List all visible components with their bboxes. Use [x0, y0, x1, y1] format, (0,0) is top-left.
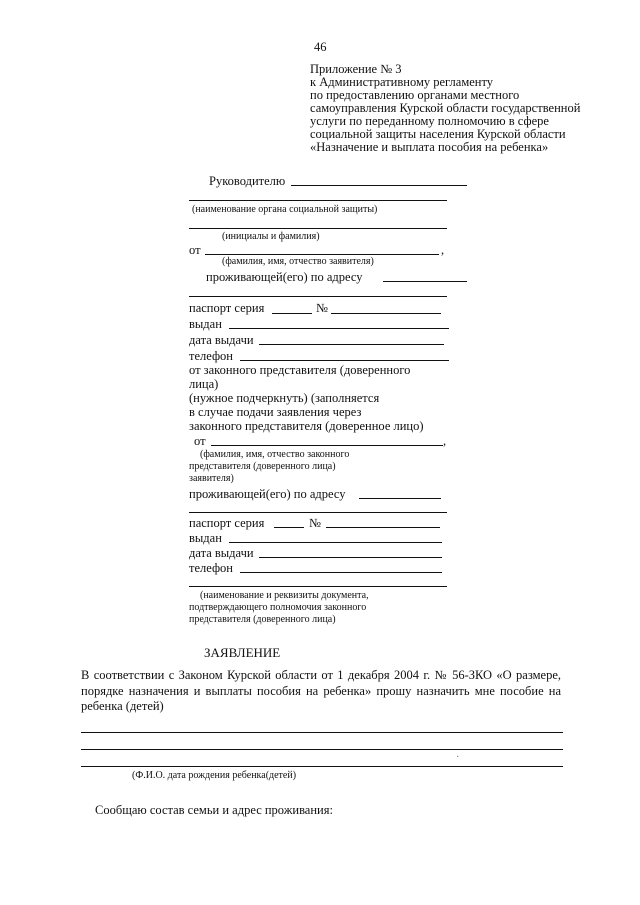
representative-line: (нужное подчеркнуть) (заполняется	[189, 391, 380, 405]
page-number: 46	[314, 40, 327, 54]
rep-passport-label: паспорт серия	[189, 516, 265, 530]
number-label: №	[316, 301, 328, 315]
rep-doc-hint: (наименование и реквизиты документа,	[200, 590, 369, 601]
rep-issued-label: выдан	[189, 531, 222, 545]
rep-passport-number-blank	[326, 527, 440, 528]
rep-comma: ,	[443, 434, 447, 448]
statement-title: ЗАЯВЛЕНИЕ	[204, 645, 281, 660]
applicant-hint: (фамилия, имя, отчество заявителя)	[222, 256, 374, 267]
org-blank	[189, 200, 447, 201]
phone-label: телефон	[189, 349, 233, 363]
address-blank	[383, 281, 467, 282]
children-blank-2	[81, 749, 563, 750]
rep-name-hint: представителя (доверенного лица)	[189, 461, 336, 472]
applicant-blank	[205, 254, 439, 255]
rep-phone-label: телефон	[189, 561, 233, 575]
rep-name-hint: заявителя)	[189, 473, 234, 484]
address-blank-2	[189, 296, 447, 297]
rep-number-label: №	[309, 516, 321, 530]
appendix-line: «Назначение и выплата пособия на ребенка»	[310, 140, 549, 154]
passport-number-blank	[331, 313, 441, 314]
initials-hint: (инициалы и фамилия)	[222, 231, 320, 242]
issue-date-label: дата выдачи	[189, 333, 254, 347]
rep-doc-hint: представителя (доверенного лица)	[189, 614, 336, 625]
rep-address-blank-2	[189, 512, 447, 513]
representative-line: лица)	[189, 377, 219, 391]
rep-name-hint: (фамилия, имя, отчество законного	[200, 449, 350, 460]
rep-phone-blank	[240, 572, 442, 573]
rep-passport-series-blank	[274, 527, 304, 528]
residing-label: проживающей(его) по адресу	[206, 270, 363, 284]
issued-label: выдан	[189, 317, 222, 331]
rep-name-blank	[211, 445, 443, 446]
rep-issue-date-label: дата выдачи	[189, 546, 254, 560]
rep-residing-label: проживающей(его) по адресу	[189, 487, 346, 501]
representative-line: от законного представителя (доверенного	[189, 363, 411, 377]
appendix-line: самоуправления Курской области государственной	[310, 101, 581, 115]
org-hint: (наименование органа социальной защиты)	[192, 204, 378, 215]
passport-label: паспорт серия	[189, 301, 265, 315]
appendix-line: по предоставлению органами местного	[310, 88, 520, 102]
rep-doc-hint: подтверждающего полномочия законного	[189, 602, 367, 613]
issue-date-blank	[259, 344, 444, 345]
rep-issued-blank	[229, 542, 442, 543]
children-blank-1	[81, 732, 563, 733]
issued-blank	[229, 328, 449, 329]
rep-issue-date-blank	[259, 557, 442, 558]
rep-doc-blank	[189, 586, 447, 587]
rep-from-label: от	[194, 434, 206, 448]
phone-blank	[240, 360, 449, 361]
appendix-line: услуги по переданному полномочию в сфере	[310, 114, 549, 128]
from-label: от	[189, 243, 201, 257]
head-label: Руководителю	[209, 174, 286, 188]
rep-address-blank	[359, 498, 441, 499]
appendix-title: Приложение № 3	[310, 62, 402, 76]
family-text: Сообщаю состав семьи и адрес проживания:	[95, 803, 333, 817]
children-hint: (Ф.И.О. дата рождения ребенка(детей)	[132, 770, 297, 781]
appendix-line: социальной защиты населения Курской области	[310, 127, 566, 141]
passport-series-blank	[272, 313, 312, 314]
appendix-line: к Административному регламенту	[310, 75, 494, 89]
children-blank-3	[81, 766, 563, 767]
statement-paragraph: В соответствии с Законом Курской области от 1 декабря 2004 г. № 56-ЗКО «О размере, порядке назначения и выплаты пособия на ребенка» прошу назначить мне пособие на ребенка (детей)	[81, 668, 561, 714]
representative-line: законного представителя (доверенное лицо)	[189, 419, 424, 433]
comma: ,	[441, 243, 445, 257]
head-blank	[291, 185, 467, 186]
representative-line: в случае подачи заявления через	[189, 405, 362, 419]
speck: ·	[456, 752, 460, 763]
initials-blank	[189, 228, 447, 229]
